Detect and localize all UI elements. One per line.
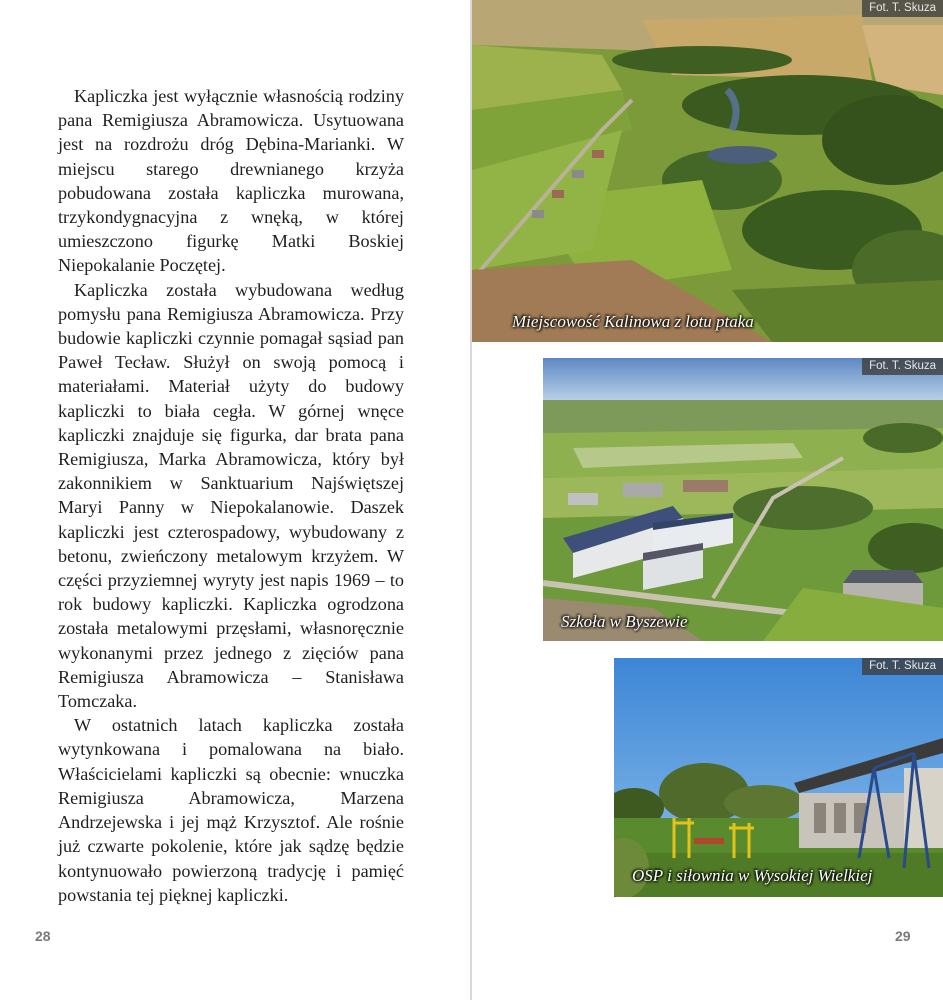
photo-credit: Fot. T. Skuza (862, 0, 943, 17)
photo-osp-gym (614, 658, 943, 897)
body-text (58, 84, 404, 907)
photo-school-byszewo (543, 358, 943, 641)
photo-credit: Fot. T. Skuza (862, 358, 943, 375)
right-page (472, 0, 943, 1000)
photo-caption: Miejscowość Kalinowa z lotu ptaka (512, 312, 754, 331)
photo-caption: OSP i siłownia w Wysokiej Wielkiej (632, 866, 873, 885)
page-number-left: 28 (35, 928, 51, 944)
photo-kalinowa-aerial (472, 0, 943, 342)
paragraph-2: Kapliczka została wybudowana według pomysłu pana Remigiusza Abramowicza. Przy budowie kapliczki czynnie pomagał sąsiad pan Paweł Tecław. Służył on swoją pomocą i materiałami. Materiał użyty do budowy kapliczki to biała cegła. W górnej wnęce kapliczki znajduje się figurka, dar brata pana Remigiusza, Marka Abramowicza, który był zakonnikiem w Sanktuarium Najświętszej Maryi Panny w Niepokalanowie. Daszek kapliczki jest czterospadowy, wybudowany z betonu, zwieńczony metalowym krzyżem. W części przyziemnej wyryty jest napis 1969 – to rok budowy kapliczki. Kapliczka ogrodzona została metalowymi przęsłami, własnoręcznie wykonanymi przez jednego z zięciów pana Remigiusza Abramowicza – Stanisława Tomczaka. (58, 279, 404, 712)
paragraph-1: Kapliczka jest wyłącznie własnością rodziny pana Remigiusza Abramowicza. Usytuowana jest na rozdrożu dróg Dębina-Marianki. W miejscu starego drewnianego krzyża pobudowana została kapliczka murowana, trzykondygnacyjna z wnęką, w której umieszczono figurkę Matki Boskiej Niepokalanie Poczętej. (58, 86, 404, 276)
left-page (0, 0, 470, 1000)
page-number-right: 29 (895, 928, 911, 944)
photo-caption: Szkoła w Byszewie (561, 612, 688, 631)
photo-credit: Fot. T. Skuza (862, 658, 943, 675)
paragraph-3: W ostatnich latach kapliczka została wytynkowana i pomalowana na biało. Właścicielami kapliczki są obecnie: wnuczka Remigiusza Abramowicza, Marzena Andrzejewska i jej mąż Krzysztof. Ale rośnie już czwarte pokolenie, które jak sądzę będzie kontynuowało powierzoną tradycję i pamięć powstania tej pięknej kapliczki. (58, 715, 404, 905)
